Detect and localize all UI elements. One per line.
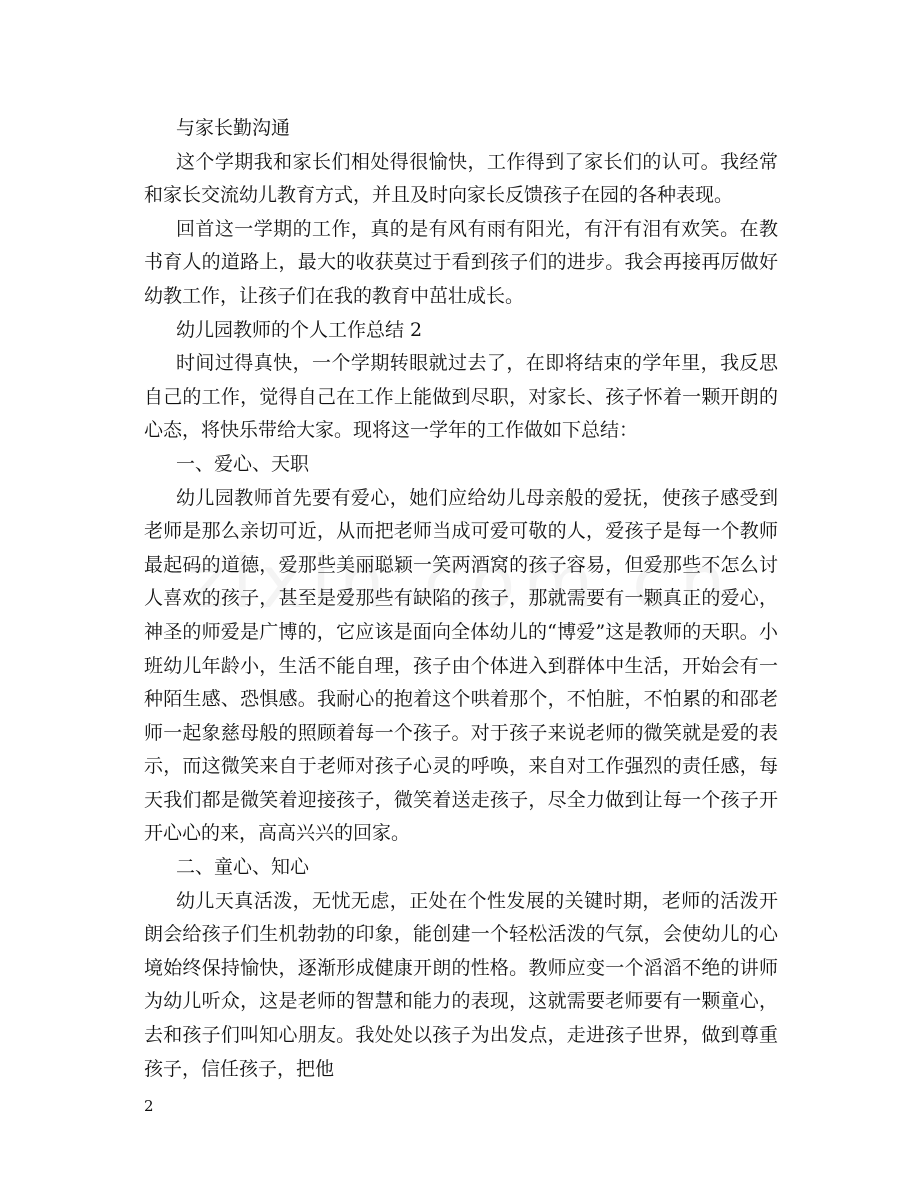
document-body [144,112,778,1086]
body-paragraph: 这个学期我和家长们相处得很愉快，工作得到了家长们的认可。我经常和家长交流幼儿教育方式，并且及时向家长反馈孩子在园的各种表现。 [144,150,778,207]
section-heading: 二、童心、知心 [176,856,310,879]
body-paragraph: 时间过得真快，一个学期转眼就过去了，在即将结束的学年里，我反思自己的工作，觉得自己在工作上能做到尽职，对家长、孩子怀着一颗开朗的心态，将快乐带给大家。现将这一学年的工作做如下总结： [144,352,778,442]
section-heading: 幼儿园教师的个人工作总结 2 [176,318,423,341]
body-paragraph: 幼儿天真活泼，无忧无虑，正处在个性发展的关键时期，老师的活泼开朗会给孩子们生机勃勃的印象，能创建一个轻松活泼的气氛，会使幼儿的心境始终保持愉快，逐渐形成健康开朗的性格。教师应变一个滔滔不绝的讲师为幼儿听众，这是老师的智慧和能力的表现，这就需要老师要有一颗童心，去和孩子们叫知心朋友。我处处以孩子为出发点，走进孩子世界，做到尊重孩子，信任孩子，把他 [144,889,778,1080]
section-heading: 一、爱心、天职 [176,452,310,475]
body-paragraph: 回首这一学期的工作，真的是有风有雨有阳光，有汗有泪有欢笑。在教书育人的道路上，最大的收获莫过于看到孩子们的进步。我会再接再厉做好幼教工作，让孩子们在我的教育中茁壮成长。 [144,217,778,307]
section-heading: 与家长勤沟通 [176,117,291,139]
page-number: 2 [144,1097,154,1115]
body-paragraph: 幼儿园教师首先要有爱心，她们应给幼儿母亲般的爱抚，使孩子感受到老师是那么亲切可近，从而把老师当成可爱可敬的人，爱孩子是每一个教师最起码的道德，爱那些美丽聪颖一笑两酒窝的孩子容易，但爱那些不怎么讨人喜欢的孩子，甚至是爱那些有缺陷的孩子，那就需要有一颗真正的爱心，神圣的师爱是广博的，它应该是面向全体幼儿的“博爱”这是教师的天职。小班幼儿年龄小，生活不能自理，孩子由个体进入到群体中生活，开始会有一种陌生感、恐惧感。我耐心的抱着这个哄着那个，不怕脏，不怕累的和邵老师一起象慈母般的照顾着每一个孩子。对于孩子来说老师的微笑就是爱的表示，而这微笑来自于老师对孩子心灵的呼唤，来自对工作强烈的责任感，每天我们都是微笑着迎接孩子，微笑着送走孩子，尽全力做到让每一个孩子开开心心的来，高高兴兴的回家。 [144,486,778,845]
